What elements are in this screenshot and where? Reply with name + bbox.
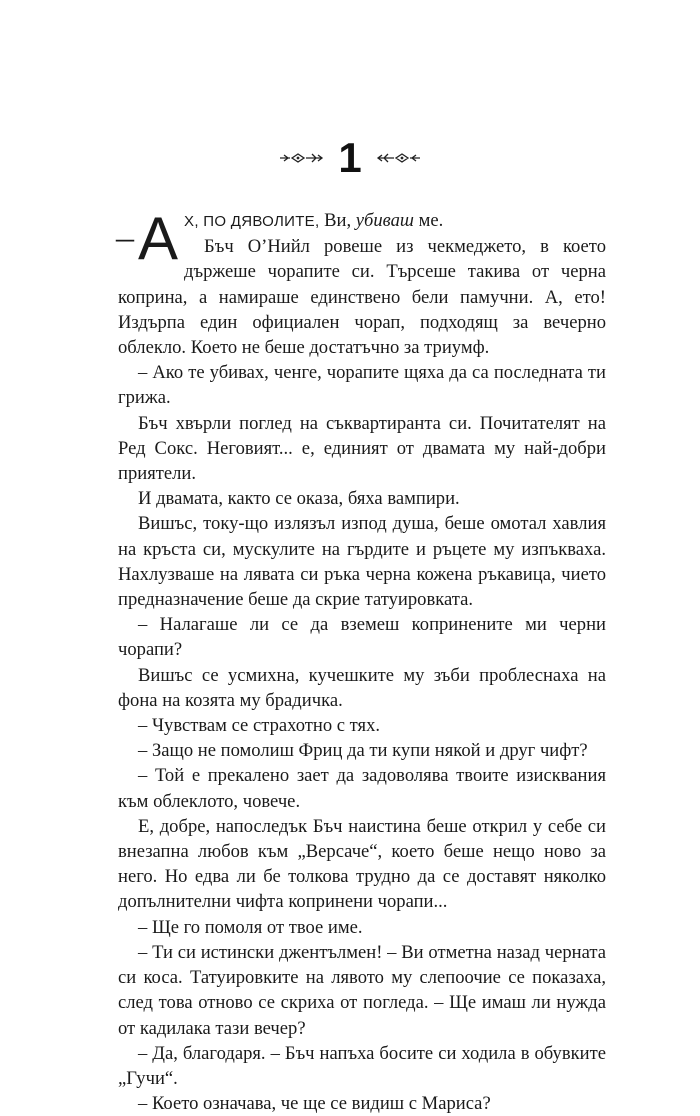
paragraph: Вишъс, току-що излязъл изпод душа, беше омотал хавлия на кръста си, мускулите на гърдите и ръцете му изпъкваха. Нахлузваше на лявата си ръка черна кожена ръкавица, чието предназначение беше да скрие татуировката.	[118, 513, 606, 611]
drop-cap-dash: –	[116, 217, 134, 257]
paragraph: Вишъс се усмихна, кучешките му зъби проблеснаха на фона на козята му брадичка.	[118, 664, 606, 711]
paragraph: Е, добре, напоследък Бъч наистина беше открил у себе си внезапна любов към „Версаче“, което беше нещо ново за него. Но едва ли бе толкова трудно да се доставят няколко допълнителни чифта копринени чорапи...	[118, 815, 606, 913]
paragraph: – Чувствам се страхотно с тях.	[138, 715, 381, 737]
paragraph: Бъч О’Нийл ровеше из чекмеджето, в което държеше чорапите си. Търсеше такива от черна коприна, а намираше единствено бели памучни. А, ето! Издърпа един официален чорап, подходящ за вечерно облекло. Което не беше достатъчно за триумф.	[118, 236, 606, 359]
left-ornament-icon	[278, 151, 324, 165]
drop-cap-letter: А	[138, 205, 179, 272]
drop-cap	[116, 205, 179, 272]
opening-emphasis: убиваш	[355, 210, 414, 231]
opening-caps: Х, ПО ДЯВОЛИТЕ,	[184, 213, 320, 230]
paragraph: – Ти си истински джентълмен! – Ви отметна назад черната си коса. Татуировките на лявото му слепоочие се показаха, след това отново се скриха от погледа. – Ще имаш ли нужда от кадилака тази вечер?	[118, 941, 606, 1039]
paragraph: Бъч хвърли поглед на съквартиранта си. Почитателят на Ред Сокс. Неговият... е, единият от двамата му най-добри приятели.	[118, 412, 606, 485]
right-ornament-icon	[376, 151, 422, 165]
opening-text-end: ме.	[413, 210, 444, 231]
chapter-text	[116, 205, 606, 1116]
paragraph-opening	[116, 205, 606, 272]
chapter-heading	[0, 128, 700, 188]
paragraph: И двамата, както се оказа, бяха вампири.	[138, 488, 460, 510]
paragraph: – Което означава, че ще се видиш с Мариса?	[138, 1093, 491, 1115]
paragraph: – Налагаше ли се да вземеш копринените ми черни чорапи?	[118, 614, 606, 661]
paragraph: – Да, благодаря. – Бъч напъха босите си ходила в обувките „Гучи“.	[118, 1042, 606, 1089]
paragraph: – Защо не помолиш Фриц да ти купи някой и друг чифт?	[138, 740, 588, 762]
paragraph: – Ще го помоля от твое име.	[138, 916, 363, 938]
chapter-number: 1	[338, 134, 362, 181]
paragraph: – Той е прекалено зает да задоволява твоите изисквания към облеклото, човече.	[118, 765, 606, 812]
paragraph: – Ако те убивах, ченге, чорапите щяха да са последната ти грижа.	[118, 362, 606, 409]
opening-text: Ви,	[319, 210, 356, 231]
